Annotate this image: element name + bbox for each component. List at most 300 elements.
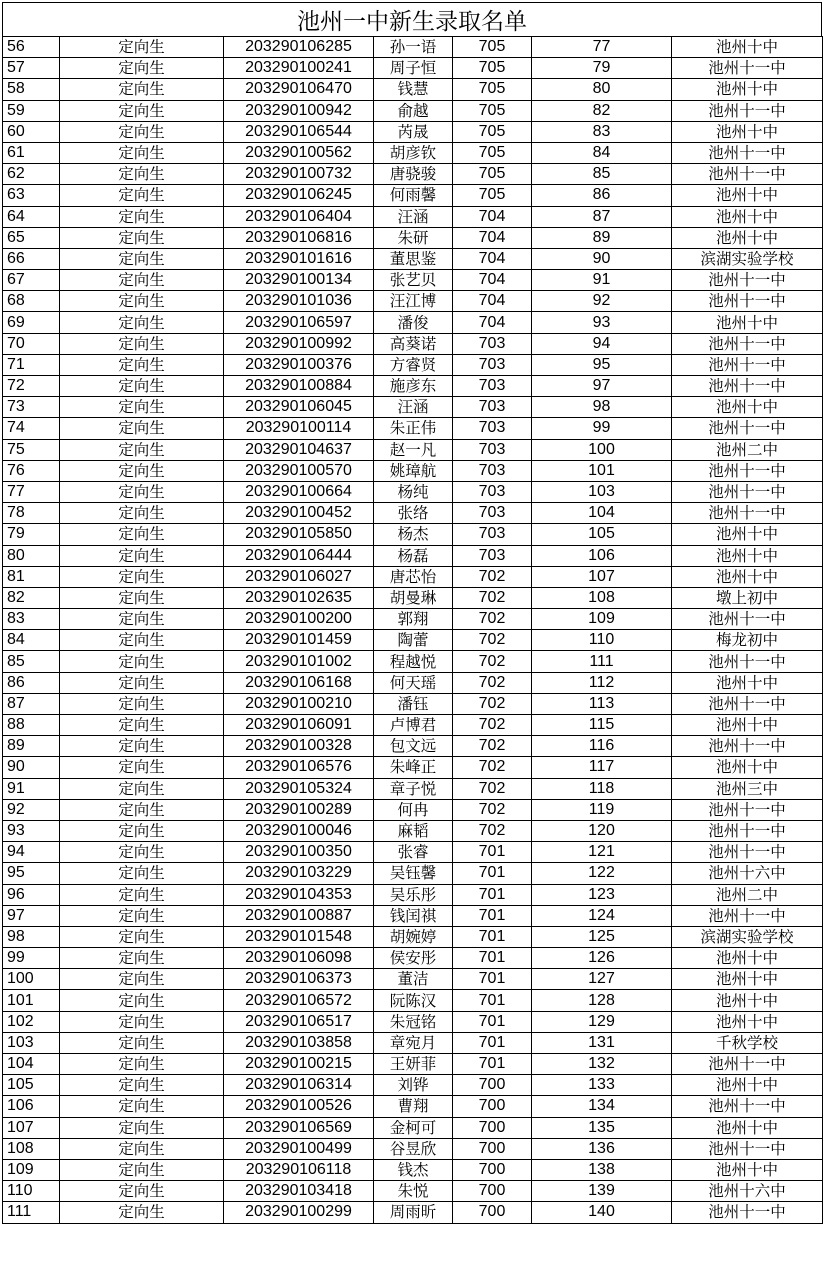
score-cell: 703	[453, 397, 532, 418]
school-cell: 池州十六中	[672, 1181, 823, 1202]
score-cell: 704	[453, 312, 532, 333]
rank-cell: 97	[532, 376, 672, 397]
school-cell: 池州十一中	[672, 1138, 823, 1159]
row-number-cell: 79	[3, 524, 60, 545]
row-number-cell: 67	[3, 270, 60, 291]
score-cell: 702	[453, 757, 532, 778]
row-number-cell: 102	[3, 1011, 60, 1032]
category-cell: 定向生	[60, 58, 224, 79]
row-number-cell: 104	[3, 1054, 60, 1075]
student-name-cell: 胡婉婷	[374, 926, 453, 947]
category-cell: 定向生	[60, 37, 224, 58]
exam-id-cell: 203290100241	[224, 58, 374, 79]
category-cell: 定向生	[60, 164, 224, 185]
score-cell: 702	[453, 778, 532, 799]
exam-id-cell: 203290100499	[224, 1138, 374, 1159]
student-name-cell: 张络	[374, 503, 453, 524]
school-cell: 池州十中	[672, 121, 823, 142]
row-number-cell: 72	[3, 376, 60, 397]
score-cell: 701	[453, 969, 532, 990]
student-name-cell: 周子恒	[374, 58, 453, 79]
row-number-cell: 86	[3, 672, 60, 693]
row-number-cell: 74	[3, 418, 60, 439]
table-row	[3, 312, 823, 333]
row-number-cell: 97	[3, 905, 60, 926]
category-cell: 定向生	[60, 799, 224, 820]
table-row	[3, 799, 823, 820]
exam-id-cell: 203290101616	[224, 248, 374, 269]
row-number-cell: 60	[3, 121, 60, 142]
score-cell: 700	[453, 1159, 532, 1180]
table-row	[3, 1159, 823, 1180]
row-number-cell: 75	[3, 439, 60, 460]
table-row	[3, 820, 823, 841]
row-number-cell: 91	[3, 778, 60, 799]
table-row	[3, 100, 823, 121]
school-cell: 池州十一中	[672, 651, 823, 672]
category-cell: 定向生	[60, 1054, 224, 1075]
row-number-cell: 106	[3, 1096, 60, 1117]
exam-id-cell: 203290100884	[224, 376, 374, 397]
category-cell: 定向生	[60, 1202, 224, 1223]
score-cell: 705	[453, 37, 532, 58]
student-name-cell: 何天瑶	[374, 672, 453, 693]
exam-id-cell: 203290106168	[224, 672, 374, 693]
student-name-cell: 俞越	[374, 100, 453, 121]
student-name-cell: 陶蕾	[374, 630, 453, 651]
student-name-cell: 董洁	[374, 969, 453, 990]
table-row	[3, 990, 823, 1011]
student-name-cell: 朱正伟	[374, 418, 453, 439]
school-cell: 池州十中	[672, 185, 823, 206]
row-number-cell: 100	[3, 969, 60, 990]
category-cell: 定向生	[60, 566, 224, 587]
table-row	[3, 524, 823, 545]
row-number-cell: 66	[3, 248, 60, 269]
student-name-cell: 朱峰正	[374, 757, 453, 778]
student-name-cell: 汪涵	[374, 206, 453, 227]
rank-cell: 139	[532, 1181, 672, 1202]
category-cell: 定向生	[60, 863, 224, 884]
row-number-cell: 101	[3, 990, 60, 1011]
student-name-cell: 潘俊	[374, 312, 453, 333]
school-cell: 池州二中	[672, 439, 823, 460]
table-row	[3, 439, 823, 460]
score-cell: 703	[453, 354, 532, 375]
student-name-cell: 钱杰	[374, 1159, 453, 1180]
rank-cell: 99	[532, 418, 672, 439]
school-cell: 池州十一中	[672, 609, 823, 630]
student-name-cell: 张艺贝	[374, 270, 453, 291]
student-name-cell: 金柯可	[374, 1117, 453, 1138]
rank-cell: 79	[532, 58, 672, 79]
school-cell: 池州二中	[672, 884, 823, 905]
student-name-cell: 周雨昕	[374, 1202, 453, 1223]
exam-id-cell: 203290106245	[224, 185, 374, 206]
exam-id-cell: 203290100452	[224, 503, 374, 524]
table-row	[3, 418, 823, 439]
exam-id-cell: 203290106091	[224, 715, 374, 736]
score-cell: 700	[453, 1202, 532, 1223]
rank-cell: 123	[532, 884, 672, 905]
row-number-cell: 94	[3, 842, 60, 863]
rank-cell: 77	[532, 37, 672, 58]
category-cell: 定向生	[60, 270, 224, 291]
score-cell: 701	[453, 863, 532, 884]
school-cell: 墩上初中	[672, 587, 823, 608]
row-number-cell: 83	[3, 609, 60, 630]
rank-cell: 115	[532, 715, 672, 736]
table-row	[3, 37, 823, 58]
score-cell: 703	[453, 376, 532, 397]
category-cell: 定向生	[60, 587, 224, 608]
rank-cell: 95	[532, 354, 672, 375]
school-cell: 池州十一中	[672, 164, 823, 185]
exam-id-cell: 203290100570	[224, 460, 374, 481]
table-row	[3, 460, 823, 481]
row-number-cell: 111	[3, 1202, 60, 1223]
rank-cell: 87	[532, 206, 672, 227]
table-row	[3, 1138, 823, 1159]
exam-id-cell: 203290100046	[224, 820, 374, 841]
school-cell: 池州十中	[672, 37, 823, 58]
rank-cell: 84	[532, 142, 672, 163]
rank-cell: 122	[532, 863, 672, 884]
score-cell: 705	[453, 58, 532, 79]
student-name-cell: 杨磊	[374, 545, 453, 566]
row-number-cell: 103	[3, 1032, 60, 1053]
category-cell: 定向生	[60, 185, 224, 206]
exam-id-cell: 203290106569	[224, 1117, 374, 1138]
table-row	[3, 1075, 823, 1096]
score-cell: 702	[453, 715, 532, 736]
school-cell: 池州十中	[672, 1075, 823, 1096]
student-name-cell: 谷昱欣	[374, 1138, 453, 1159]
school-cell: 池州十中	[672, 312, 823, 333]
student-name-cell: 章子悦	[374, 778, 453, 799]
score-cell: 700	[453, 1117, 532, 1138]
student-name-cell: 何冉	[374, 799, 453, 820]
student-name-cell: 赵一凡	[374, 439, 453, 460]
score-cell: 702	[453, 736, 532, 757]
exam-id-cell: 203290102635	[224, 587, 374, 608]
table-row	[3, 185, 823, 206]
exam-id-cell: 203290100942	[224, 100, 374, 121]
score-cell: 703	[453, 333, 532, 354]
category-cell: 定向生	[60, 1159, 224, 1180]
student-name-cell: 朱冠铭	[374, 1011, 453, 1032]
score-cell: 705	[453, 121, 532, 142]
admission-table	[2, 36, 823, 1224]
score-cell: 701	[453, 1032, 532, 1053]
row-number-cell: 58	[3, 79, 60, 100]
score-cell: 704	[453, 206, 532, 227]
school-cell: 池州十一中	[672, 1096, 823, 1117]
student-name-cell: 钱慧	[374, 79, 453, 100]
exam-id-cell: 203290100200	[224, 609, 374, 630]
exam-id-cell: 203290100114	[224, 418, 374, 439]
student-name-cell: 章宛月	[374, 1032, 453, 1053]
school-cell: 池州十一中	[672, 333, 823, 354]
category-cell: 定向生	[60, 227, 224, 248]
student-name-cell: 张睿	[374, 842, 453, 863]
row-number-cell: 92	[3, 799, 60, 820]
row-number-cell: 57	[3, 58, 60, 79]
student-name-cell: 方睿贤	[374, 354, 453, 375]
school-cell: 池州十中	[672, 524, 823, 545]
exam-id-cell: 203290100134	[224, 270, 374, 291]
category-cell: 定向生	[60, 312, 224, 333]
table-row	[3, 79, 823, 100]
category-cell: 定向生	[60, 1032, 224, 1053]
row-number-cell: 82	[3, 587, 60, 608]
category-cell: 定向生	[60, 757, 224, 778]
school-cell: 池州十中	[672, 990, 823, 1011]
rank-cell: 121	[532, 842, 672, 863]
exam-id-cell: 203290103229	[224, 863, 374, 884]
student-name-cell: 唐骁骏	[374, 164, 453, 185]
rank-cell: 83	[532, 121, 672, 142]
student-name-cell: 芮晟	[374, 121, 453, 142]
rank-cell: 116	[532, 736, 672, 757]
exam-id-cell: 203290105324	[224, 778, 374, 799]
score-cell: 705	[453, 164, 532, 185]
category-cell: 定向生	[60, 481, 224, 502]
rank-cell: 128	[532, 990, 672, 1011]
school-cell: 池州十一中	[672, 820, 823, 841]
table-row	[3, 270, 823, 291]
student-name-cell: 杨纯	[374, 481, 453, 502]
category-cell: 定向生	[60, 884, 224, 905]
school-cell: 池州十一中	[672, 842, 823, 863]
rank-cell: 113	[532, 693, 672, 714]
category-cell: 定向生	[60, 1075, 224, 1096]
rank-cell: 112	[532, 672, 672, 693]
category-cell: 定向生	[60, 418, 224, 439]
table-row	[3, 545, 823, 566]
school-cell: 池州十中	[672, 948, 823, 969]
score-cell: 705	[453, 79, 532, 100]
category-cell: 定向生	[60, 820, 224, 841]
score-cell: 703	[453, 524, 532, 545]
school-cell: 池州十一中	[672, 142, 823, 163]
score-cell: 702	[453, 651, 532, 672]
exam-id-cell: 203290104353	[224, 884, 374, 905]
exam-id-cell: 203290106285	[224, 37, 374, 58]
page-title: 池州一中新生录取名单	[2, 2, 822, 36]
exam-id-cell: 203290100887	[224, 905, 374, 926]
school-cell: 池州十一中	[672, 376, 823, 397]
score-cell: 702	[453, 672, 532, 693]
school-cell: 池州十中	[672, 715, 823, 736]
category-cell: 定向生	[60, 715, 224, 736]
school-cell: 池州十中	[672, 566, 823, 587]
rank-cell: 101	[532, 460, 672, 481]
exam-id-cell: 203290103858	[224, 1032, 374, 1053]
row-number-cell: 105	[3, 1075, 60, 1096]
table-row	[3, 969, 823, 990]
rank-cell: 134	[532, 1096, 672, 1117]
table-row	[3, 481, 823, 502]
student-name-cell: 卢博君	[374, 715, 453, 736]
exam-id-cell: 203290106470	[224, 79, 374, 100]
rank-cell: 100	[532, 439, 672, 460]
school-cell: 池州十中	[672, 969, 823, 990]
category-cell: 定向生	[60, 333, 224, 354]
rank-cell: 105	[532, 524, 672, 545]
student-name-cell: 汪涵	[374, 397, 453, 418]
school-cell: 池州十一中	[672, 291, 823, 312]
exam-id-cell: 203290101002	[224, 651, 374, 672]
score-cell: 705	[453, 100, 532, 121]
school-cell: 滨湖实验学校	[672, 926, 823, 947]
rank-cell: 85	[532, 164, 672, 185]
score-cell: 701	[453, 842, 532, 863]
score-cell: 704	[453, 227, 532, 248]
row-number-cell: 65	[3, 227, 60, 248]
table-row	[3, 609, 823, 630]
student-name-cell: 胡彦钦	[374, 142, 453, 163]
exam-id-cell: 203290101548	[224, 926, 374, 947]
student-name-cell: 吴乐彤	[374, 884, 453, 905]
student-name-cell: 曹翔	[374, 1096, 453, 1117]
category-cell: 定向生	[60, 905, 224, 926]
table-row	[3, 333, 823, 354]
table-row	[3, 164, 823, 185]
score-cell: 702	[453, 820, 532, 841]
row-number-cell: 85	[3, 651, 60, 672]
table-row	[3, 354, 823, 375]
score-cell: 705	[453, 185, 532, 206]
table-row	[3, 376, 823, 397]
table-row	[3, 587, 823, 608]
category-cell: 定向生	[60, 291, 224, 312]
table-row	[3, 206, 823, 227]
exam-id-cell: 203290106597	[224, 312, 374, 333]
row-number-cell: 87	[3, 693, 60, 714]
exam-id-cell: 203290106572	[224, 990, 374, 1011]
exam-id-cell: 203290106544	[224, 121, 374, 142]
exam-id-cell: 203290100328	[224, 736, 374, 757]
exam-id-cell: 203290106118	[224, 1159, 374, 1180]
score-cell: 702	[453, 587, 532, 608]
school-cell: 池州十中	[672, 545, 823, 566]
row-number-cell: 98	[3, 926, 60, 947]
school-cell: 池州十中	[672, 79, 823, 100]
score-cell: 701	[453, 1054, 532, 1075]
school-cell: 千秋学校	[672, 1032, 823, 1053]
table-row	[3, 1117, 823, 1138]
exam-id-cell: 203290100526	[224, 1096, 374, 1117]
row-number-cell: 108	[3, 1138, 60, 1159]
row-number-cell: 84	[3, 630, 60, 651]
exam-id-cell: 203290100289	[224, 799, 374, 820]
exam-id-cell: 203290100376	[224, 354, 374, 375]
rank-cell: 80	[532, 79, 672, 100]
row-number-cell: 89	[3, 736, 60, 757]
row-number-cell: 69	[3, 312, 60, 333]
rank-cell: 104	[532, 503, 672, 524]
school-cell: 池州十一中	[672, 503, 823, 524]
score-cell: 704	[453, 270, 532, 291]
category-cell: 定向生	[60, 1011, 224, 1032]
category-cell: 定向生	[60, 842, 224, 863]
rank-cell: 124	[532, 905, 672, 926]
table-row	[3, 905, 823, 926]
rank-cell: 127	[532, 969, 672, 990]
exam-id-cell: 203290100992	[224, 333, 374, 354]
category-cell: 定向生	[60, 460, 224, 481]
student-name-cell: 潘钰	[374, 693, 453, 714]
exam-id-cell: 203290100215	[224, 1054, 374, 1075]
rank-cell: 89	[532, 227, 672, 248]
row-number-cell: 80	[3, 545, 60, 566]
rank-cell: 117	[532, 757, 672, 778]
category-cell: 定向生	[60, 736, 224, 757]
row-number-cell: 73	[3, 397, 60, 418]
school-cell: 池州十一中	[672, 1202, 823, 1223]
row-number-cell: 64	[3, 206, 60, 227]
table-row	[3, 884, 823, 905]
student-name-cell: 麻韬	[374, 820, 453, 841]
row-number-cell: 68	[3, 291, 60, 312]
student-name-cell: 程越悦	[374, 651, 453, 672]
table-row	[3, 842, 823, 863]
category-cell: 定向生	[60, 121, 224, 142]
exam-id-cell: 203290105850	[224, 524, 374, 545]
student-name-cell: 钱闰祺	[374, 905, 453, 926]
school-cell: 池州十一中	[672, 58, 823, 79]
exam-id-cell: 203290100350	[224, 842, 374, 863]
student-name-cell: 姚璋航	[374, 460, 453, 481]
category-cell: 定向生	[60, 376, 224, 397]
exam-id-cell: 203290106314	[224, 1075, 374, 1096]
category-cell: 定向生	[60, 651, 224, 672]
score-cell: 705	[453, 142, 532, 163]
student-name-cell: 包文远	[374, 736, 453, 757]
school-cell: 池州十一中	[672, 270, 823, 291]
row-number-cell: 93	[3, 820, 60, 841]
row-number-cell: 56	[3, 37, 60, 58]
row-number-cell: 78	[3, 503, 60, 524]
table-row	[3, 1011, 823, 1032]
school-cell: 池州十一中	[672, 1054, 823, 1075]
table-row	[3, 248, 823, 269]
table-row	[3, 630, 823, 651]
student-name-cell: 孙一语	[374, 37, 453, 58]
table-row	[3, 58, 823, 79]
student-name-cell: 高葵诺	[374, 333, 453, 354]
school-cell: 池州十中	[672, 227, 823, 248]
table-row	[3, 397, 823, 418]
school-cell: 池州十六中	[672, 863, 823, 884]
exam-id-cell: 203290106816	[224, 227, 374, 248]
exam-id-cell: 203290103418	[224, 1181, 374, 1202]
school-cell: 池州十中	[672, 397, 823, 418]
rank-cell: 120	[532, 820, 672, 841]
school-cell: 池州十一中	[672, 799, 823, 820]
school-cell: 池州十一中	[672, 905, 823, 926]
rank-cell: 132	[532, 1054, 672, 1075]
row-number-cell: 63	[3, 185, 60, 206]
table-row	[3, 948, 823, 969]
rank-cell: 86	[532, 185, 672, 206]
table-row	[3, 1202, 823, 1223]
table-row	[3, 757, 823, 778]
rank-cell: 94	[532, 333, 672, 354]
exam-id-cell: 203290106444	[224, 545, 374, 566]
exam-id-cell: 203290106404	[224, 206, 374, 227]
